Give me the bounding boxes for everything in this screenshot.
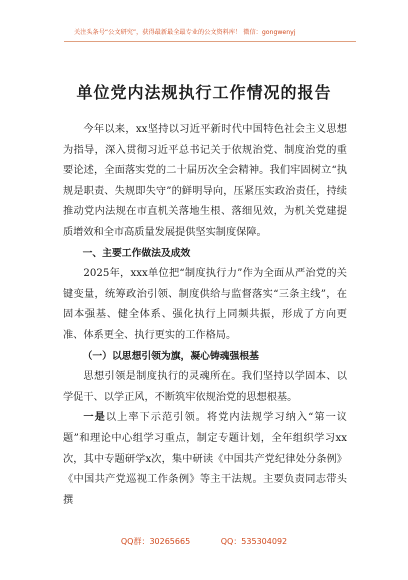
footer bbox=[0, 536, 408, 547]
page-title: 单位党内法规执行工作情况的报告 bbox=[76, 83, 332, 102]
point-text: 以上率下示范引领。将党内法规学习纳入“第一议题”和理论中心组学习重点，制定专题计划，全年组织学习xx次，其中专题研学x次，集中研读《中国共产党纪律处分条例》《中国共产党巡视工作条例》等主干法规。主要负责同志带头撰 bbox=[63, 412, 347, 506]
footer-qq-group: QQ群：30265665 bbox=[120, 537, 191, 546]
subsection-heading: （一）以思想引领为旗，凝心铸魂强根基 bbox=[82, 350, 259, 362]
point-paragraph bbox=[63, 408, 347, 511]
subsection-paragraph: 思想引领是制度执行的灵魂所在。我们坚持以学固本、以学促干、以学正风，不断筑牢依规治党的思想根基。 bbox=[63, 371, 347, 403]
header-notice: 关注头条号“公文研究”，获得最新最全最专业的公文资料库！ 微信：gongwenyj bbox=[74, 29, 296, 36]
point-lead: 一是 bbox=[83, 412, 106, 424]
footer-qq: QQ：535304092 bbox=[220, 537, 288, 546]
section-heading: 一、主要工作做法及成效 bbox=[82, 247, 191, 259]
intro-paragraph: 今年以来，xx坚持以习近平新时代中国特色社会主义思想为指导，深入贯彻习近平总书记关于依规治党、制度治党的重要论述，全面落实党的二十届历次全会精神。我们牢固树立“执规是职责、失规即失守”的鲜明导向，压紧压实政治责任，持续推动党内法规在市直机关落地生根、落细见效，为机关党建提质增效和全市高质量发展提供坚实制度保障。 bbox=[63, 124, 347, 238]
document-body bbox=[63, 120, 347, 511]
section-paragraph: 2025年，xxx单位把“制度执行力”作为全面从严治党的关键变量，统筹政治引领、制度供给与监督落实“三条主线”，在固本强基、健全体系、强化执行上同频共振，形成了方向更准、体系更全、执行更实的工作格局。 bbox=[63, 268, 347, 341]
